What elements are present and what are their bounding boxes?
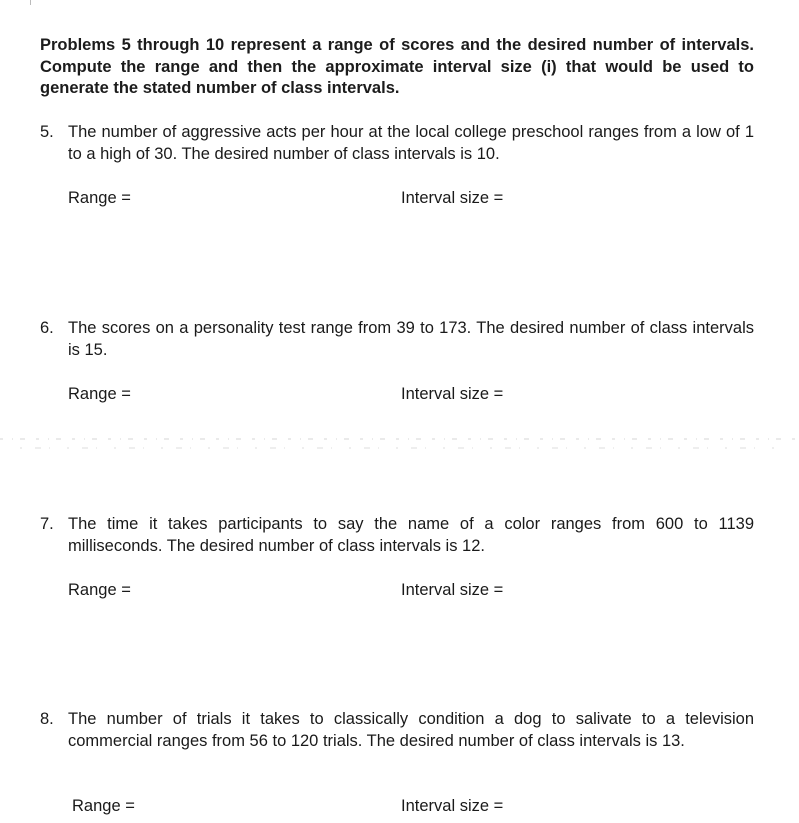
instructions-paragraph: Problems 5 through 10 represent a range of scores and the desired number of intervals. Compute the range and then the approximate interval size (i) that would be used to generate the stated number of class intervals. xyxy=(40,36,754,97)
scan-corner-mark xyxy=(30,0,31,5)
scan-noise-band xyxy=(0,432,799,458)
problem-text: The time it takes participants to say the name of a color ranges from 600 to 1139 milliseconds. The desired number of class intervals is 12. xyxy=(68,515,754,555)
range-label: Range = xyxy=(68,581,131,599)
interval-size-label: Interval size = xyxy=(401,385,504,403)
answer-line xyxy=(68,795,754,817)
interval-size-label: Interval size = xyxy=(401,581,504,599)
range-label: Range = xyxy=(68,385,131,403)
problem-text: The number of aggressive acts per hour at the local college preschool ranges from a low of 1 to a high of 30. The desired number of class intervals is 10. xyxy=(68,123,754,163)
problem-number: 6. xyxy=(40,319,54,337)
problem-text: The scores on a personality test range from 39 to 173. The desired number of class intervals is 15. xyxy=(68,319,754,359)
answer-line xyxy=(68,187,754,209)
answer-line xyxy=(68,579,754,601)
answer-line xyxy=(68,383,754,405)
problem-number: 5. xyxy=(40,123,54,141)
interval-size-label: Interval size = xyxy=(401,189,504,207)
range-label: Range = xyxy=(68,189,131,207)
problem-text: The number of trials it takes to classically condition a dog to salivate to a television commercial ranges from 56 to 120 trials. The desired number of class intervals is 13. xyxy=(68,710,754,750)
range-label: Range = xyxy=(72,797,135,815)
problem-number: 8. xyxy=(40,710,54,728)
problem-number: 7. xyxy=(40,515,54,533)
interval-size-label: Interval size = xyxy=(401,797,504,815)
